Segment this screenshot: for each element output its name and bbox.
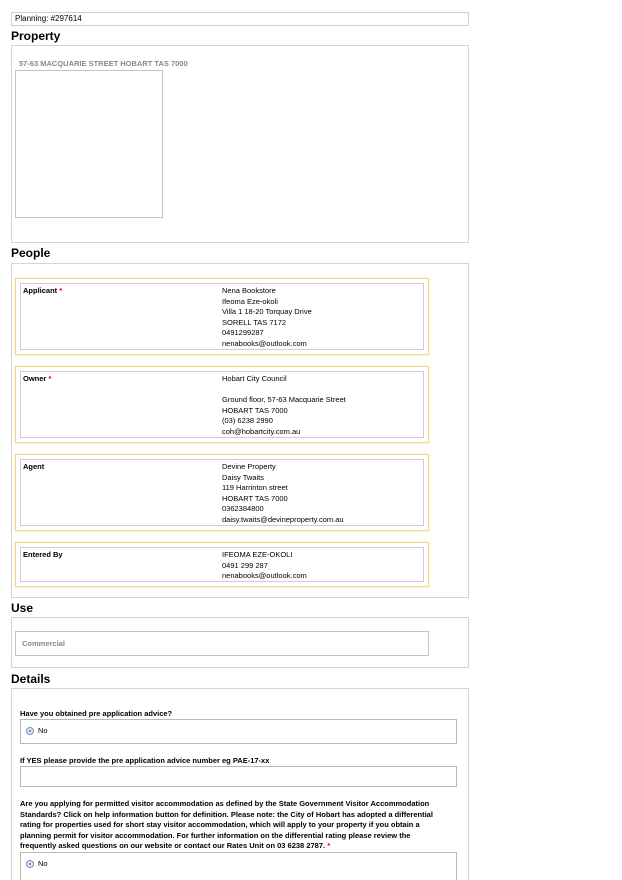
details-panel bbox=[11, 688, 469, 880]
person-details: IFEOMA EZE-OKOLI 0491 299 287 nenabooks@outlook.com bbox=[222, 550, 307, 580]
advice-number-input[interactable] bbox=[20, 766, 457, 787]
property-map[interactable] bbox=[15, 70, 163, 218]
person-card-agent bbox=[15, 454, 429, 531]
section-title-people: People bbox=[11, 246, 51, 260]
person-role: Agent bbox=[23, 462, 45, 471]
question-pre-application-advice: Have you obtained pre application advice? bbox=[20, 709, 173, 718]
visitor-accommodation-field bbox=[20, 852, 457, 880]
person-details: Nena Bookstore Ifeoma Eze-okoli Villa 1 18-20 Torquay Drive SORELL TAS 7172 0491299287 nenabooks@outlook.com bbox=[222, 286, 312, 348]
property-panel bbox=[11, 45, 469, 243]
person-card-applicant bbox=[15, 278, 429, 355]
radio-button[interactable] bbox=[26, 860, 34, 868]
person-role: Owner * bbox=[23, 374, 52, 383]
person-details: Devine Property Daisy Twaits 119 Harrinton street HOBART TAS 7000 0362384800 daisy.twaits@devineproperty.com.au bbox=[222, 462, 344, 524]
person-card-owner bbox=[15, 366, 429, 443]
radio-option-no[interactable]: No bbox=[26, 726, 48, 735]
use-field[interactable]: Commercial bbox=[15, 631, 429, 656]
person-role: Applicant * bbox=[23, 286, 63, 295]
person-role: Entered By bbox=[23, 550, 63, 559]
question-visitor-accommodation: Are you applying for permitted visitor accommodation as defined by the State Government Visitor Accommodation Standards? Click on help information button for definition. Please note: the City of Hobart has adopted a differential rating for properties used for short stay visitor accommodation, which will apply to your property if you obtain a planning permit for visitor accommodation. For further information on the differential rating please review the frequently asked questions on our website or contact our Rates Unit on 03 6238 2787. * bbox=[20, 799, 433, 850]
section-title-use: Use bbox=[11, 601, 34, 615]
planning-reference: Planning: #297614 bbox=[11, 12, 469, 26]
radio-option-no[interactable]: No bbox=[26, 859, 48, 868]
required-marker: * bbox=[48, 374, 52, 383]
radio-button[interactable] bbox=[26, 727, 34, 735]
section-title-details: Details bbox=[11, 672, 51, 686]
person-details: Hobart City Council Ground floor, 57-63 Macquarie Street HOBART TAS 7000 (03) 6238 2990 coh@hobartcity.com.au bbox=[222, 374, 346, 436]
required-marker: * bbox=[59, 286, 63, 295]
question-advice-number: If YES please provide the pre application advice number eg PAE-17-xx bbox=[20, 756, 270, 765]
property-address: 57-63 MACQUARIE STREET HOBART TAS 7000 bbox=[19, 59, 188, 68]
people-panel bbox=[11, 263, 469, 598]
use-panel bbox=[11, 617, 469, 668]
section-title-property: Property bbox=[11, 29, 61, 43]
person-card-entered-by bbox=[15, 542, 429, 587]
required-marker: * bbox=[327, 841, 331, 850]
pre-application-advice-field bbox=[20, 719, 457, 744]
